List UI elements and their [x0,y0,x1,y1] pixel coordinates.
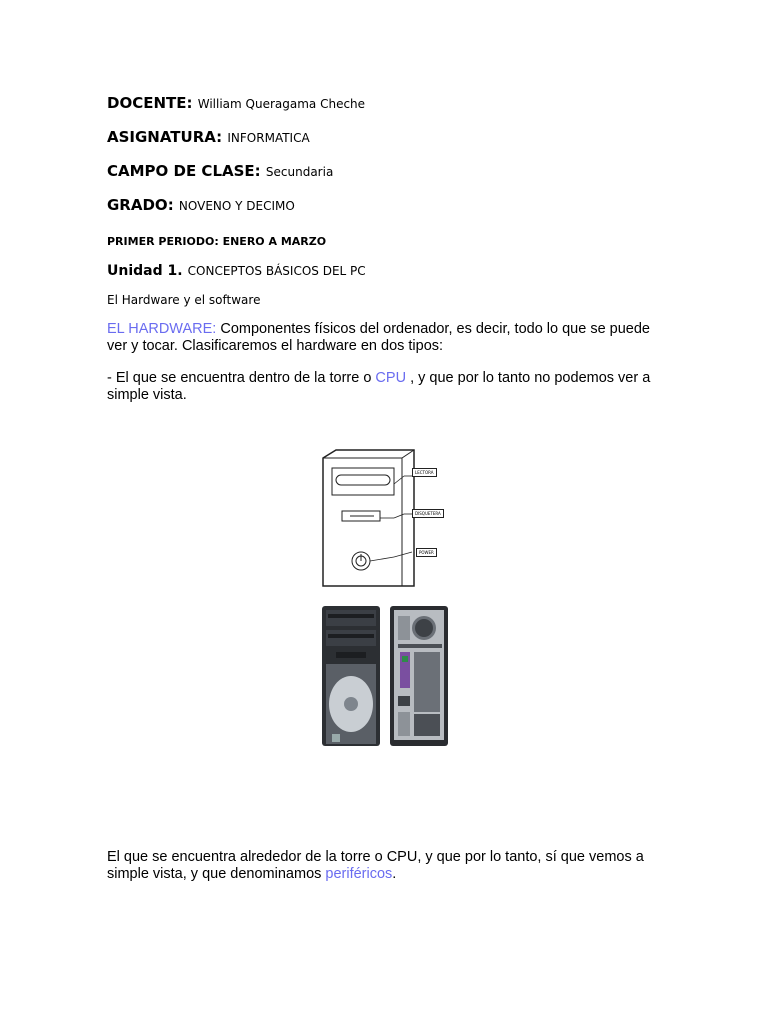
docente-label: DOCENTE [107,94,187,112]
hardware-definition: Componentes físicos del ordenador, es decir, todo lo que se puede ver y tocar. Clasificaremos el hardware en dos tipos: [107,321,650,354]
unidad-value: CONCEPTOS BÁSICOS DEL PC [187,264,366,278]
grado-label: GRADO [107,196,168,214]
type2-paragraph [107,849,667,882]
campo-line: CAMPO DE CLASE: Secundaria [107,162,334,180]
campo-label: CAMPO DE CLASE [107,162,255,180]
docente-line: DOCENTE: William Queragama Cheche [107,94,366,112]
campo-value: Secundaria [265,165,334,179]
grado-value: NOVENO Y DECIMO [178,199,295,213]
disquetera-label: DISQUETERA [412,509,444,518]
tower-photo-drawing [320,604,450,748]
hardware-term: EL HARDWARE: [107,321,217,337]
subtitle: El Hardware y el software [107,293,261,307]
unidad-label: Unidad 1. [107,263,183,279]
docente-value: William Queragama Cheche [197,97,366,111]
perifericos-link[interactable]: periféricos [325,865,393,882]
periodo-text: PRIMER PERIODO: ENERO A MARZO [107,235,327,248]
type1-after: , y que por lo tanto no podemos ver a simple vista. [107,370,651,403]
type1-before: - El que se encuentra dentro de la torre o [107,370,376,386]
asignatura-line: ASIGNATURA: INFORMATICA [107,128,310,146]
cpu-link[interactable]: CPU [375,370,411,386]
lectora-label: LECTORA [412,468,437,477]
unidad-line [107,260,366,279]
type1-paragraph [107,370,667,403]
asignatura-label: ASIGNATURA [107,128,217,146]
periodo-line [107,230,326,249]
asignatura-value: INFORMATICA [227,131,310,145]
tower-diagram [318,446,448,590]
grado-line: GRADO: NOVENO Y DECIMO [107,196,295,214]
power-label: POWER [416,548,437,557]
type2-before: El que se encuentra alrededor de la torre o CPU, y que por lo tanto, sí que vemos a simple vista, y que denominamos [107,849,644,882]
type2-after: . [392,865,397,882]
hardware-paragraph [107,321,667,354]
tower-photo [320,604,450,748]
